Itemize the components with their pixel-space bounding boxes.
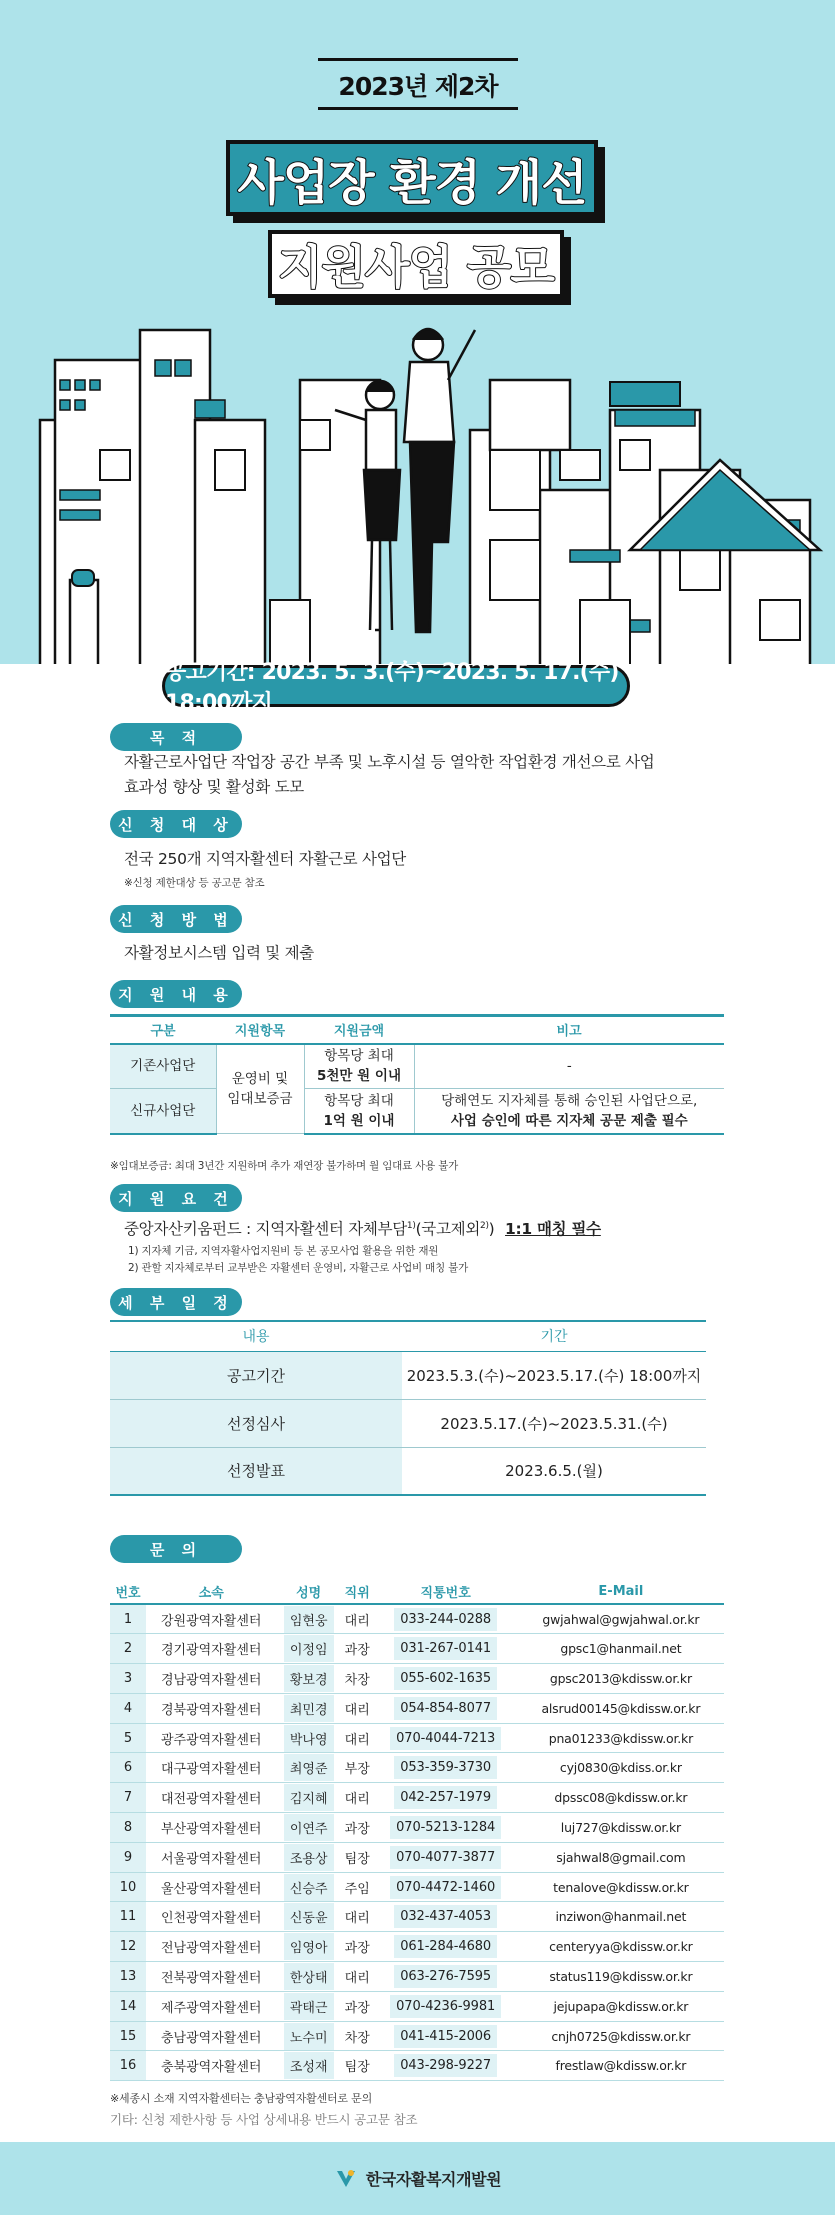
section-label-method: 신 청 방 법	[110, 905, 242, 933]
schedule-period: 2023.5.3.(수)~2023.5.17.(수) 18:00까지	[402, 1351, 706, 1399]
contact-tel: 061-284-4680	[374, 1932, 518, 1962]
contact-position: 대리	[341, 1902, 374, 1932]
purpose-text	[124, 750, 654, 800]
contact-email: inziwon@hanmail.net	[518, 1902, 724, 1932]
contact-name: 곽태근	[276, 1991, 341, 2021]
contact-org: 울산광역자활센터	[146, 1872, 276, 1902]
support-col-amount: 지원금액	[304, 1016, 414, 1044]
contact-row	[110, 1813, 724, 1843]
contact-tel: 053-359-3730	[374, 1753, 518, 1783]
contact-tel: 070-4236-9981	[374, 1991, 518, 2021]
schedule-item: 공고기간	[110, 1351, 402, 1399]
contact-email: gwjahwal@gwjahwal.or.kr	[518, 1604, 724, 1634]
schedule-item: 선정발표	[110, 1447, 402, 1495]
contact-row	[110, 1902, 724, 1932]
contact-tel: 070-4472-1460	[374, 1872, 518, 1902]
contact-email: cnjh0725@kdissw.or.kr	[518, 2021, 724, 2051]
purpose-line-1: 자활근로사업단 작업장 공간 부족 및 노후시설 등 열악한 작업환경 개선으로 사업	[124, 753, 655, 771]
contact-email: dpssc08@kdissw.or.kr	[518, 1783, 724, 1813]
contact-org: 인천광역자활센터	[146, 1902, 276, 1932]
section-label-contact: 문 의	[110, 1535, 242, 1563]
schedule-row	[110, 1399, 706, 1447]
contact-position: 대리	[341, 1693, 374, 1723]
contact-row	[110, 2051, 724, 2081]
contact-note-2: 기타: 신청 제한사항 등 사업 상세내용 반드시 공고문 참조	[110, 2112, 418, 2127]
contact-email: alsrud00145@kdissw.or.kr	[518, 1693, 724, 1723]
contact-name: 임현웅	[276, 1604, 341, 1634]
support-note-existing: -	[414, 1044, 724, 1089]
contact-email: gpsc2013@kdissw.or.kr	[518, 1664, 724, 1694]
support-amount-new: 항목당 최대 1억 원 이내	[304, 1089, 414, 1134]
contact-tel: 055-602-1635	[374, 1664, 518, 1694]
schedule-header	[110, 1321, 706, 1351]
support-col-note: 비고	[414, 1016, 724, 1044]
support-table-header	[110, 1016, 724, 1044]
contact-org: 강원광역자활센터	[146, 1604, 276, 1634]
contact-org: 부산광역자활센터	[146, 1813, 276, 1843]
support-col-item: 지원항목	[216, 1016, 304, 1044]
contact-row	[110, 1842, 724, 1872]
contact-name: 이정임	[276, 1634, 341, 1664]
contact-position: 대리	[341, 1783, 374, 1813]
contact-name: 임영아	[276, 1932, 341, 1962]
method-text: 자활정보시스템 입력 및 제출	[124, 944, 314, 962]
year-round-text: 2023년 제2차	[338, 72, 498, 101]
contact-tel: 041-415-2006	[374, 2021, 518, 2051]
section-label-target: 신 청 대 상	[110, 810, 242, 838]
contact-no: 1	[110, 1604, 146, 1634]
contact-org: 대구광역자활센터	[146, 1753, 276, 1783]
schedule-period: 2023.6.5.(월)	[402, 1447, 706, 1495]
requirement-note-1: 1) 지자체 기금, 지역자활사업지원비 등 본 공모사업 활용을 위한 재원	[128, 1245, 439, 1257]
schedule-row	[110, 1447, 706, 1495]
contact-row	[110, 1783, 724, 1813]
section-label-schedule: 세 부 일 정	[110, 1288, 242, 1316]
contact-email: jejupapa@kdissw.or.kr	[518, 1991, 724, 2021]
support-note-new: 당해연도 지자체를 통해 승인된 사업단으로, 사업 승인에 따른 지자체 공문 제출 필수	[414, 1089, 724, 1134]
contact-org: 경기광역자활센터	[146, 1634, 276, 1664]
contact-tel: 032-437-4053	[374, 1902, 518, 1932]
contact-position: 차장	[341, 1664, 374, 1694]
contact-no: 4	[110, 1693, 146, 1723]
contact-row	[110, 1693, 724, 1723]
city-illustration	[0, 300, 835, 680]
contact-tel: 070-5213-1284	[374, 1813, 518, 1843]
hero-banner	[0, 0, 835, 690]
contact-position: 과장	[341, 1813, 374, 1843]
contact-position: 팀장	[341, 2051, 374, 2081]
contact-no: 16	[110, 2051, 146, 2081]
contact-tel: 033-244-0288	[374, 1604, 518, 1634]
contact-name: 최민경	[276, 1693, 341, 1723]
contact-org: 전북광역자활센터	[146, 1962, 276, 1992]
contact-col-pos: 직위	[341, 1580, 374, 1604]
schedule-table	[110, 1320, 706, 1496]
requirement-bold: 1:1 매칭 필수	[505, 1220, 601, 1239]
contact-no: 5	[110, 1723, 146, 1753]
contact-row	[110, 1664, 724, 1694]
contact-position: 과장	[341, 1932, 374, 1962]
contact-email: sjahwal8@gmail.com	[518, 1842, 724, 1872]
requirement-note-2: 2) 관할 지자체로부터 교부받은 자활센터 운영비, 자활근로 사업비 매칭 불가	[128, 1262, 469, 1274]
contact-org: 대전광역자활센터	[146, 1783, 276, 1813]
contact-position: 부장	[341, 1753, 374, 1783]
contact-position: 팀장	[341, 1842, 374, 1872]
support-row-existing	[110, 1044, 724, 1089]
contact-position: 대리	[341, 1604, 374, 1634]
purpose-line-2: 효과성 향상 및 활성화 도모	[124, 778, 304, 796]
contact-tel: 070-4077-3877	[374, 1842, 518, 1872]
schedule-period: 2023.5.17.(수)~2023.5.31.(수)	[402, 1399, 706, 1447]
contact-org: 충남광역자활센터	[146, 2021, 276, 2051]
contact-no: 12	[110, 1932, 146, 1962]
contact-position: 주임	[341, 1872, 374, 1902]
contact-row	[110, 1932, 724, 1962]
contact-row	[110, 1991, 724, 2021]
target-note: ※신청 제한대상 등 공고문 참조	[124, 877, 265, 889]
contact-org: 경남광역자활센터	[146, 1664, 276, 1694]
contact-name: 노수미	[276, 2021, 341, 2051]
target-text: 전국 250개 지역자활센터 자활근로 사업단	[124, 850, 406, 868]
contact-col-email: E-Mail	[518, 1580, 724, 1604]
title-line-2: 지원사업 공모	[268, 230, 564, 298]
support-amount-existing: 항목당 최대 5천만 원 이내	[304, 1044, 414, 1089]
org-logo-icon	[334, 2167, 358, 2191]
contact-org: 서울광역자활센터	[146, 1842, 276, 1872]
contact-row	[110, 2021, 724, 2051]
contact-name: 한상태	[276, 1962, 341, 1992]
contact-org: 경북광역자활센터	[146, 1693, 276, 1723]
contact-org: 광주광역자활센터	[146, 1723, 276, 1753]
contact-row	[110, 1634, 724, 1664]
contact-email: centeryya@kdissw.or.kr	[518, 1932, 724, 1962]
contact-no: 15	[110, 2021, 146, 2051]
contact-row	[110, 1723, 724, 1753]
contact-no: 8	[110, 1813, 146, 1843]
contact-position: 과장	[341, 1634, 374, 1664]
contact-no: 7	[110, 1783, 146, 1813]
contact-tel: 054-854-8077	[374, 1693, 518, 1723]
support-col-type: 구분	[110, 1016, 216, 1044]
contact-table	[110, 1580, 724, 2081]
schedule-col-period: 기간	[402, 1321, 706, 1351]
schedule-col-item: 내용	[110, 1321, 402, 1351]
contact-no: 3	[110, 1664, 146, 1694]
contact-body	[110, 1604, 724, 2081]
contact-email: luj727@kdissw.or.kr	[518, 1813, 724, 1843]
contact-no: 14	[110, 1991, 146, 2021]
contact-name: 김지혜	[276, 1783, 341, 1813]
contact-email: cyj0830@kdiss.or.kr	[518, 1753, 724, 1783]
support-table	[110, 1014, 724, 1135]
contact-position: 과장	[341, 1991, 374, 2021]
contact-name: 조용상	[276, 1842, 341, 1872]
contact-no: 13	[110, 1962, 146, 1992]
contact-col-name: 성명	[276, 1580, 341, 1604]
title-line-1: 사업장 환경 개선	[226, 140, 598, 216]
contact-name: 이연주	[276, 1813, 341, 1843]
footer	[0, 2142, 835, 2215]
contact-email: tenalove@kdissw.or.kr	[518, 1872, 724, 1902]
contact-no: 2	[110, 1634, 146, 1664]
contact-row	[110, 1962, 724, 1992]
support-footnote: ※임대보증금: 최대 3년간 지원하며 추가 재연장 불가하며 월 임대료 사용 불가	[110, 1160, 459, 1172]
contact-row	[110, 1872, 724, 1902]
contact-position: 차장	[341, 2021, 374, 2051]
contact-position: 대리	[341, 1962, 374, 1992]
contact-col-no: 번호	[110, 1580, 146, 1604]
contact-tel: 063-276-7595	[374, 1962, 518, 1992]
contact-tel: 070-4044-7213	[374, 1723, 518, 1753]
contact-email: gpsc1@hanmail.net	[518, 1634, 724, 1664]
schedule-item: 선정심사	[110, 1399, 402, 1447]
contact-col-tel: 직통번호	[374, 1580, 518, 1604]
contact-note-1: ※세종시 소재 지역자활센터는 충남광역자활센터로 문의	[110, 2092, 372, 2105]
contact-no: 6	[110, 1753, 146, 1783]
schedule-row	[110, 1351, 706, 1399]
contact-org: 제주광역자활센터	[146, 1991, 276, 2021]
support-type-existing: 기존사업단	[110, 1044, 216, 1089]
contact-name: 조성재	[276, 2051, 341, 2081]
org-name: 한국자활복지개발원	[365, 2170, 502, 2189]
contact-email: frestlaw@kdissw.or.kr	[518, 2051, 724, 2081]
contact-no: 10	[110, 1872, 146, 1902]
contact-org: 전남광역자활센터	[146, 1932, 276, 1962]
support-row-new	[110, 1089, 724, 1134]
contact-row	[110, 1604, 724, 1634]
contact-email: pna01233@kdissw.or.kr	[518, 1723, 724, 1753]
contact-email: status119@kdissw.or.kr	[518, 1962, 724, 1992]
contact-no: 11	[110, 1902, 146, 1932]
contact-org: 충북광역자활센터	[146, 2051, 276, 2081]
announcement-period: 공고기간: 2023. 5. 3.(수)~2023. 5. 17.(수) 18:00까지	[162, 665, 630, 707]
contact-name: 신동윤	[276, 1902, 341, 1932]
contact-name: 황보경	[276, 1664, 341, 1694]
contact-header	[110, 1580, 724, 1604]
contact-tel: 031-267-0141	[374, 1634, 518, 1664]
section-label-purpose: 목 적	[110, 723, 242, 751]
requirement-text: 중앙자산키움펀드 : 지역자활센터 자체부담$^{1)}$(국고제외$^{2)}$) 1:1 매칭 필수	[124, 1220, 601, 1239]
section-label-requirement: 지 원 요 건	[110, 1184, 242, 1212]
contact-no: 9	[110, 1842, 146, 1872]
year-round-label	[318, 58, 518, 110]
contact-position: 대리	[341, 1723, 374, 1753]
contact-name: 신승주	[276, 1872, 341, 1902]
contact-tel: 043-298-9227	[374, 2051, 518, 2081]
support-type-new: 신규사업단	[110, 1089, 216, 1134]
section-label-support: 지 원 내 용	[110, 980, 242, 1008]
contact-name: 박나영	[276, 1723, 341, 1753]
contact-tel: 042-257-1979	[374, 1783, 518, 1813]
contact-row	[110, 1753, 724, 1783]
contact-name: 최영준	[276, 1753, 341, 1783]
support-item-cell: 운영비 및 임대보증금	[216, 1044, 304, 1134]
contact-col-org: 소속	[146, 1580, 276, 1604]
